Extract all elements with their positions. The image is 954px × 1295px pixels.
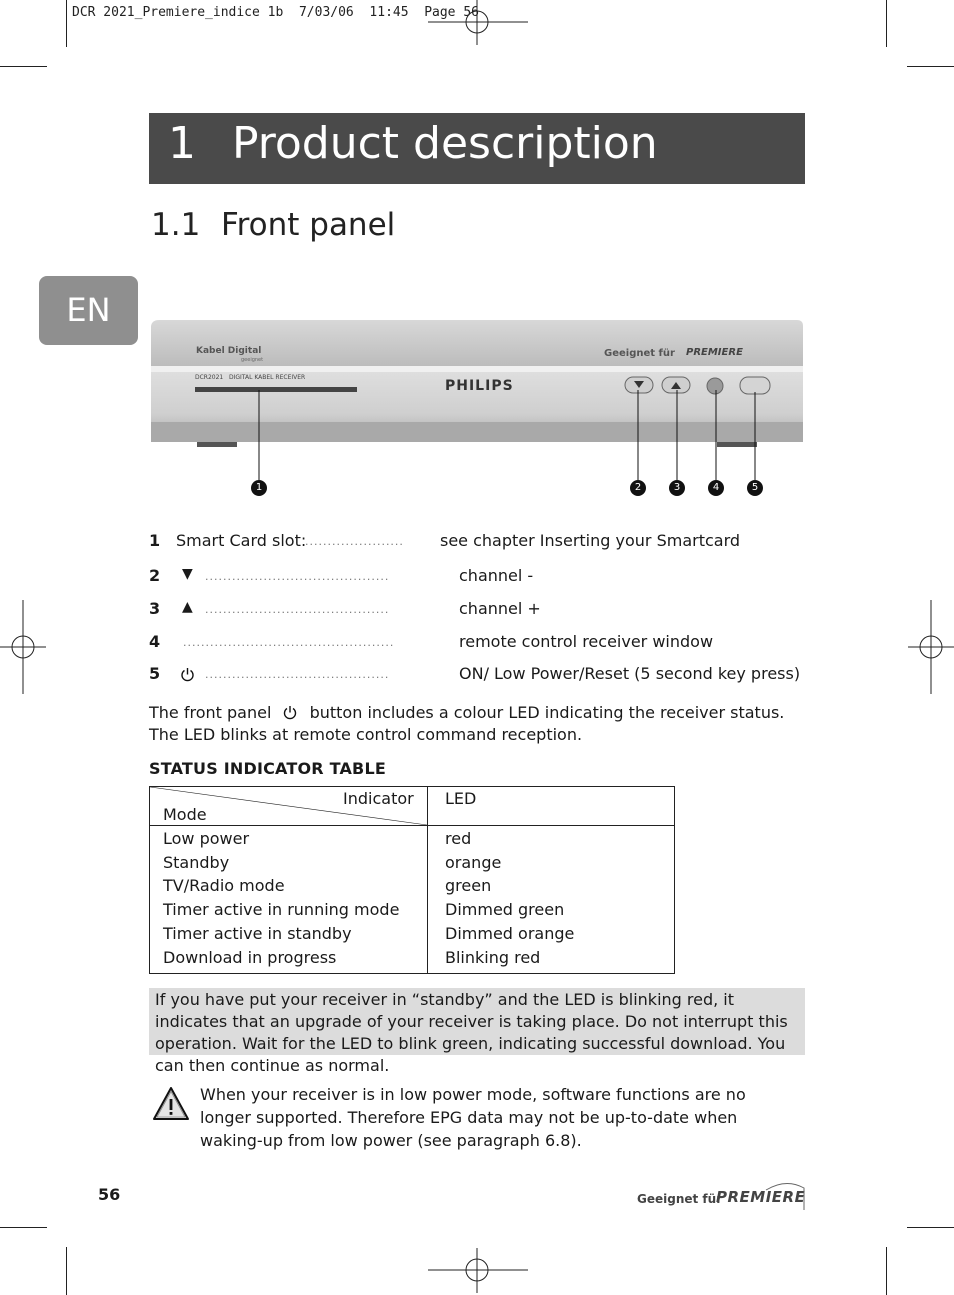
- note-text: If you have put your receiver in “standby” and the LED is blinking red, it indicates that an upgrade of your receiver is taking place. Do not interrupt this operation. Wait for the LED to blink green, indicating successful download. You can then continue as normal.: [155, 990, 788, 1075]
- callout-2: 2: [630, 480, 646, 496]
- page-number: 56: [98, 1185, 121, 1204]
- table-cell-led: Dimmed green: [445, 900, 565, 919]
- crop-mark: [886, 1247, 887, 1295]
- leader-dots: ......................: [305, 535, 404, 548]
- chapter-number: 1: [168, 118, 196, 169]
- callout-1: 1: [251, 480, 267, 496]
- down-arrow-icon: ▼: [182, 566, 193, 582]
- crop-mark: [66, 1247, 67, 1295]
- table-cell-mode: Timer active in standby: [163, 924, 352, 943]
- brand-premiere-logo: PREMIERE: [686, 347, 743, 358]
- footer-brand-text: Geeignet für: [637, 1192, 723, 1206]
- callout-3: 3: [669, 480, 685, 496]
- table-cell-mode: TV/Radio mode: [163, 876, 285, 895]
- warning-text: When your receiver is in low power mode, software functions are no longer supported. Therefore EPG data may not be up-to-date when waking-up from low power (see paragraph 6.8).: [200, 1085, 746, 1150]
- footer-premiere-logo: PREMIERE: [716, 1188, 806, 1206]
- table-cell-mode: Download in progress: [163, 948, 337, 967]
- item-description: ON/ Low Power/Reset (5 second key press): [459, 664, 801, 683]
- item-description: channel +: [459, 599, 541, 618]
- item-description: channel -: [459, 566, 534, 585]
- language-tab: EN: [39, 276, 138, 345]
- item-number: 4: [149, 632, 161, 651]
- chapter-title: Product description: [232, 118, 658, 169]
- brand-geeignet: Geeignet für: [604, 348, 675, 359]
- table-cell-led: Dimmed orange: [445, 924, 575, 943]
- status-table-heading: STATUS INDICATOR TABLE: [149, 759, 386, 778]
- header-mode: Mode: [163, 805, 207, 824]
- registration-mark-left: [0, 600, 46, 694]
- section-title: Front panel: [221, 207, 396, 243]
- table-cell-led: red: [445, 829, 472, 848]
- header-indicator: Indicator: [343, 789, 414, 808]
- paragraph-end: button includes a colour LED indicating the receiver status. The LED blinks at remote control command reception.: [149, 703, 785, 744]
- leader-dots: .........................................: [205, 603, 390, 616]
- item-number: 5: [149, 664, 161, 683]
- table-cell-led: Blinking red: [445, 948, 541, 967]
- callout-lines: [0, 0, 954, 500]
- paragraph-start: The front panel: [149, 703, 272, 722]
- table-cell-led: orange: [445, 853, 502, 872]
- crop-mark: [0, 1227, 47, 1228]
- philips-logo: PHILIPS: [445, 378, 514, 394]
- section-number: 1.1: [151, 207, 201, 243]
- callout-5: 5: [747, 480, 763, 496]
- item-number: 3: [149, 599, 161, 618]
- power-icon: [180, 667, 195, 682]
- body-paragraph: [149, 702, 809, 746]
- item-description: see chapter Inserting your Smartcard: [440, 531, 741, 550]
- brand-kabel-digital: Kabel Digital: [196, 346, 262, 356]
- power-icon: [282, 705, 298, 720]
- print-slug: DCR 2021_Premiere_indice 1b 7/03/06 11:45 Page 56: [72, 5, 479, 20]
- item-description: remote control receiver window: [459, 632, 714, 651]
- registration-mark-right: [908, 600, 954, 694]
- leader-dots: .........................................: [205, 570, 390, 583]
- item-number: 1: [149, 531, 161, 550]
- up-arrow-icon: ▲: [182, 599, 193, 615]
- table-cell-mode: Standby: [163, 853, 230, 872]
- leader-dots: .........................................: [205, 668, 390, 681]
- crop-mark: [907, 1227, 954, 1228]
- model-label: DCR2021 DIGITAL KABEL RECEIVER: [195, 374, 306, 381]
- footer-logo-swoosh: [762, 1180, 806, 1212]
- leader-dots: ...............................................: [183, 636, 395, 649]
- table-cell-led: green: [445, 876, 492, 895]
- callout-4: 4: [708, 480, 724, 496]
- table-cell-mode: Timer active in running mode: [163, 900, 400, 919]
- item-number: 2: [149, 566, 161, 585]
- status-table: [149, 786, 675, 974]
- registration-mark-bottom: [428, 1248, 528, 1293]
- item-label: Smart Card slot:: [176, 531, 307, 550]
- table-cell-mode: Low power: [163, 829, 250, 848]
- warning-icon: [152, 1086, 190, 1122]
- header-led: LED: [445, 789, 477, 808]
- brand-kabel-digital-sub: geeignet: [241, 357, 264, 363]
